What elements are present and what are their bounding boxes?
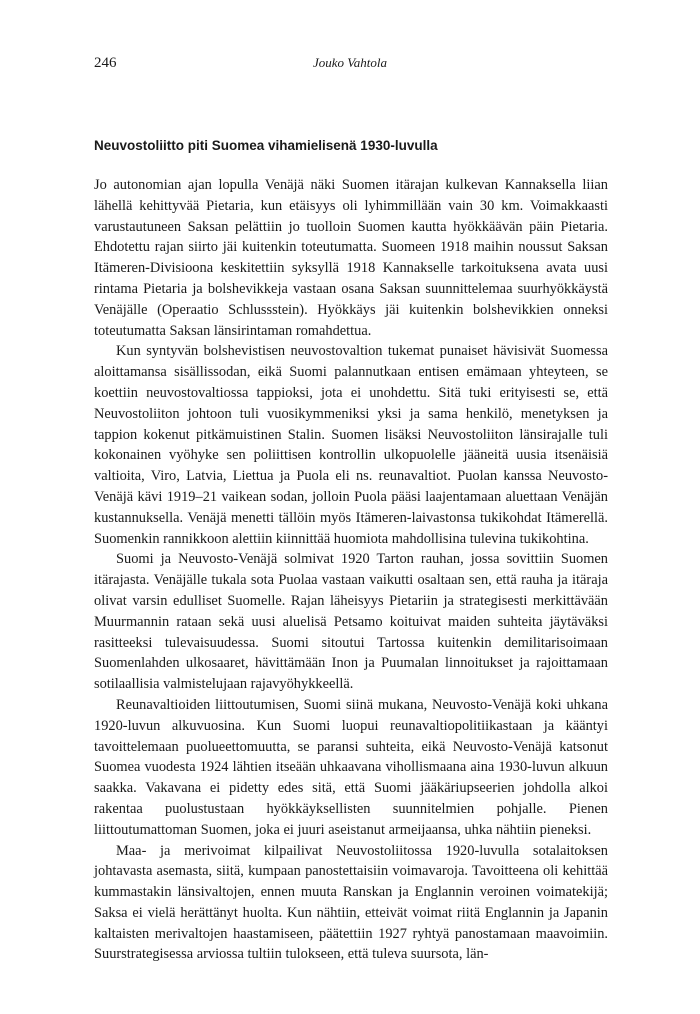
page-number: 246 (94, 55, 117, 71)
paragraph-5: Maa- ja merivoimat kilpailivat Neuvostoliitossa 1920-luvulla sotalaitoksen johtavasta asemasta, siitä, kumpaan panostettaisiin voimavaroja. Tavoitteena oli kehittää kummastakin länsivaltojen, ennen muuta Ranskan ja Englannin veroinen voimatekijä; Saksa ei vielä herättänyt huolta. Kun nähtiin, etteivät voimat riitä Englannin ja Japanin kaltaisten merivaltojen haastamiseen, päätettiin 1927 ryhtyä panostamaan maavoimiin. Suurstrategisessa arviossa tultiin tulokseen, että tuleva suursota, län- (94, 842, 608, 963)
paragraph-4: Reunavaltioiden liittoutumisen, Suomi siinä mukana, Neuvosto-Venäjä koki uhkana 1920-luvun alkuvuosina. Kun Suomi luopui reunavaltiopolitiikastaan ja kääntyi tavoittelemaan puolueettomuutta, se paransi suhteita, eikä Neuvosto-Venäjä katsonut Suomea vuodesta 1924 lähtien itseään uhkaavana vihollismaana aina 1930-luvun alkuun saakka. Vakavana ei pidetty edes sitä, että Suomi jääkäriupseerien johdolla alkoi rakentaa puolustustaan hyökkäyksellisten suunnitelmien pohjalle. Pienen liittoutumattoman Suomen, joka ei juuri aseistanut armeijaansa, uhka nähtiin pieneksi. (94, 696, 608, 838)
body-text (94, 175, 608, 965)
paragraph-1: Jo autonomian ajan lopulla Venäjä näki Suomen itärajan kulkevan Kannaksella liian lähellä kehittyvää Pietaria, kun etäisyys oli lyhimmillään vain 30 km. Voimakkaasti varustautuneen Saksan pelättiin jo tuolloin Suomen kautta hyökkäävän päin Pietaria. Ehdotettu rajan siirto jäi kuitenkin toteutumatta. Suomeen 1918 maihin noussut Saksan Itämeren-Divisioona keskitettiin syksyllä 1918 Kannakselle tarkoituksena avata uusi rintama Pietaria ja bolshevikkeja vastaan osana Saksan suunnittelemaa suurhyökkäystä Venäjälle (Operaatio Schlussstein). Hyökkäys jäi kuitenkin bolshevikkien onneksi toteutumatta Saksan länsirintaman romahdettua. (94, 177, 608, 339)
section-heading: Neuvostoliitto piti Suomea vihamielisenä 1930-luvulla (94, 138, 438, 153)
running-head-author: Jouko Vahtola (312, 55, 387, 70)
paragraph-3: Suomi ja Neuvosto-Venäjä solmivat 1920 Tarton rauhan, jossa sovittiin Suomen itärajasta. Venäjälle tukala sota Puolaa vastaan vaikutti osaltaan sen, että rauha ja itäraja olivat varsin edulliset Suomelle. Rajan läheisyys Pietariin ja strategisesti merkittävään Muurmannin rataan sekä uusi aluelisä Petsamo koituivat maiden suhteita jäytäväksi rasitteeksi tulevaisuudessa. Suomi sitoutui Tartossa kuitenkin demilitarisoimaan Suomenlahden ulkosaaret, hävittämään Inon ja Puumalan linnoitukset ja rajoittamaan sotilaallisia valmistelujaan rajavyöhykkeellä. (94, 551, 608, 693)
paragraph-2: Kun syntyvän bolshevistisen neuvostovaltion tukemat punaiset hävisivät Suomessa aloittamansa sisällissodan, eikä Suomi palannutkaan entisen emämaan yhteyteen, se koettiin neuvostovaltiossa tappioksi, jota ei unohdettu. Sitä tuki erityisesti se, että Neuvostoliiton johtoon tuli vuosikymmeniksi yksi ja sama henkilö, menetyksen ja tappion kokenut pitkämuistinen Stalin. Suomen lisäksi Neuvostoliiton länsirajalle tuli kokonainen vyöhyke sen poliittisen kontrollin ulkopuolelle jääneitä uusia itsenäisiä valtioita, Viro, Latvia, Liettua ja Puola eli ns. reunavaltiot. Puolan kanssa Neuvosto-Venäjä kävi 1919–21 vaikean sodan, jolloin Puola pääsi laajentamaan aluettaan Venäjän kustannuksella. Venäjä menetti tällöin myös Itämeren-laivastonsa tukikohdat Itämerellä. Suomenkin rannikkoon alettiin kiinnittää huomiota mahdollisina tulevina tukikohtina. (94, 343, 608, 547)
